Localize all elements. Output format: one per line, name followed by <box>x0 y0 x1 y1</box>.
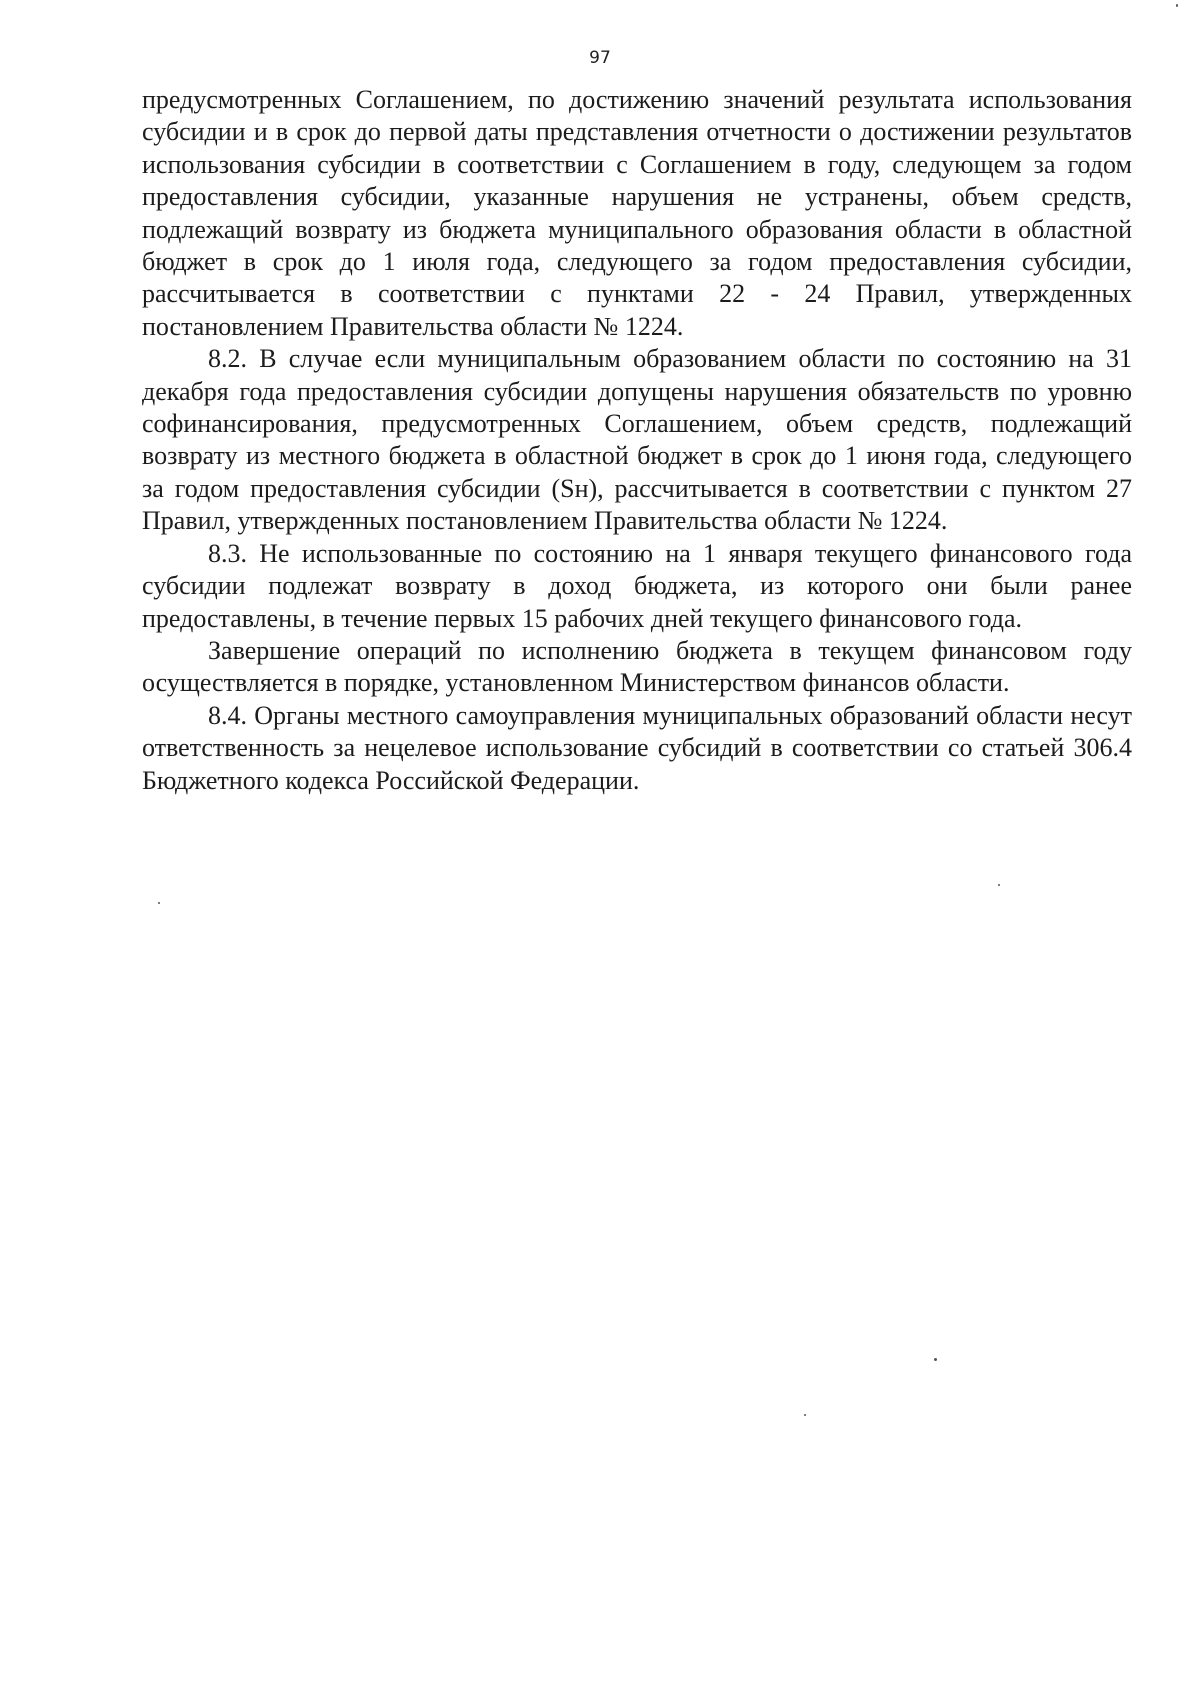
document-body <box>142 84 1132 797</box>
paragraph-budget-completion: Завершение операций по исполнению бюджета в текущем финансовом году осуществляется в порядке, установленном Министерством финансов области. <box>142 635 1132 698</box>
scan-speck <box>934 1358 937 1361</box>
scan-speck <box>998 884 1000 886</box>
scan-speck <box>1176 4 1178 7</box>
paragraph-continuation: предусмотренных Соглашением, по достижению значений результата использования субсидии и в срок до первой даты представления отчетности о достижении результатов использования субсидии в соответствии с Соглашением в году, следующем за годом предоставления субсидии, указанные нарушения не устранены, объем средств, подлежащий возврату из бюджета муниципального образования области в областной бюджет в срок до 1 июля года, следующего за годом предоставления субсидии, рассчитывается в соответствии с пунктами 22 - 24 Правил, утвержденных постановлением Правительства области № 1224. <box>142 85 1132 341</box>
scan-speck <box>158 902 160 904</box>
scan-speck <box>804 1414 806 1416</box>
paragraph-8-3: 8.3. Не использованные по состоянию на 1 января текущего финансового года субсидии подлежат возврату в доход бюджета, из которого они были ранее предоставлены, в течение первых 15 рабочих дней текущего финансового года. <box>142 538 1132 633</box>
page-number: 97 <box>589 48 611 68</box>
paragraph-8-2: 8.2. В случае если муниципальным образованием области по состоянию на 31 декабря года предоставления субсидии допущены нарушения обязательств по уровню софинансирования, предусмотренных Соглашением, объем средств, подлежащий возврату из местного бюджета в областной бюджет в срок до 1 июня года, следующего за годом предоставления субсидии (Sн), рассчитывается в соответствии с пунктом 27 Правил, утвержденных постановлением Правительства области № 1224. <box>142 344 1132 536</box>
paragraph-8-4: 8.4. Органы местного самоуправления муниципальных образований области несут ответственность за нецелевое использование субсидий в соответствии со статьей 306.4 Бюджетного кодекса Российской Федерации. <box>142 700 1132 795</box>
